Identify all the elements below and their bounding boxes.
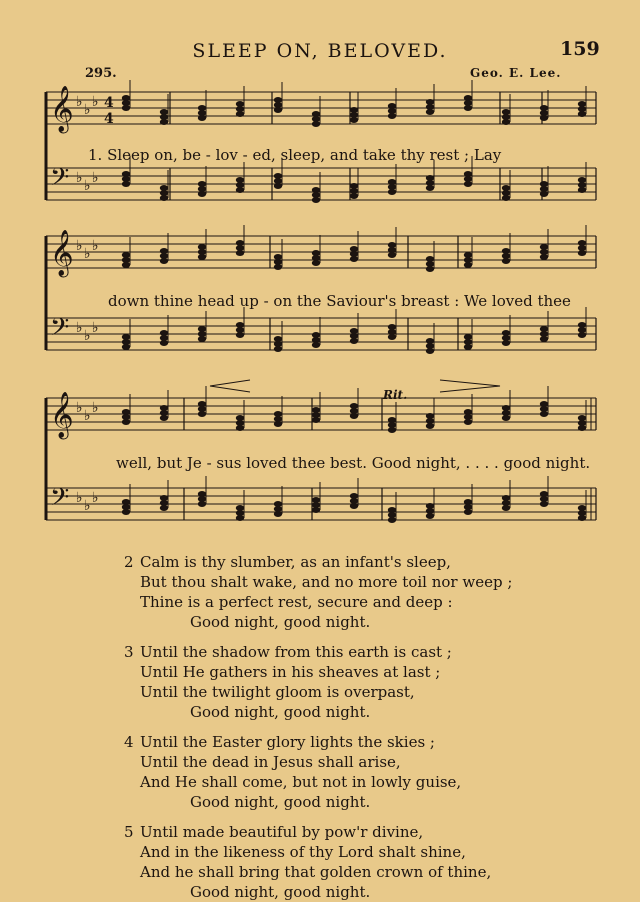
note-head xyxy=(464,181,472,187)
note-head xyxy=(388,189,396,195)
note-head xyxy=(274,107,282,113)
note-head xyxy=(312,342,320,348)
note-head xyxy=(350,413,358,419)
note-head xyxy=(350,503,358,509)
note-head xyxy=(236,332,244,338)
rit-marking: Rit. xyxy=(383,388,408,402)
note-head xyxy=(274,421,282,427)
note-head xyxy=(540,501,548,507)
note-head xyxy=(122,105,130,111)
flat-icon: ♭ xyxy=(84,246,91,262)
flat-icon: ♭ xyxy=(76,238,83,254)
note-head xyxy=(540,254,548,260)
note-head xyxy=(426,348,434,354)
verse-line: Until the Easter glory lights the skies ; xyxy=(140,733,435,751)
note-head xyxy=(198,336,206,342)
note-head xyxy=(198,191,206,197)
note-head xyxy=(464,509,472,515)
flat-icon: ♭ xyxy=(92,170,99,186)
note-head xyxy=(198,115,206,121)
note-head xyxy=(122,262,130,268)
verse-line: Until made beautiful by pow'r divine, xyxy=(140,823,424,841)
note-head xyxy=(502,195,510,201)
note-head xyxy=(464,419,472,425)
decrescendo-hairpin xyxy=(440,380,500,392)
note-head xyxy=(388,252,396,258)
note-head xyxy=(502,505,510,511)
note-head xyxy=(502,119,510,125)
treble-clef-icon: 𝄞 xyxy=(50,230,74,276)
note-head xyxy=(426,423,434,429)
note-head xyxy=(502,415,510,421)
time-signature-top: 4 xyxy=(104,95,114,111)
note-head xyxy=(312,417,320,423)
flat-icon: ♭ xyxy=(76,170,83,186)
flat-icon: ♭ xyxy=(92,400,99,416)
time-signature-bottom: 4 xyxy=(104,111,114,127)
note-head xyxy=(198,254,206,260)
flat-icon: ♭ xyxy=(92,490,99,506)
note-head xyxy=(160,415,168,421)
note-head xyxy=(236,515,244,521)
verse-number: 3 xyxy=(124,643,134,661)
note-head xyxy=(350,193,358,199)
note-head xyxy=(274,264,282,270)
verse-line: Good night, good night. xyxy=(190,883,371,901)
crescendo-hairpin xyxy=(210,380,250,392)
note-head xyxy=(578,515,586,521)
flat-icon: ♭ xyxy=(76,490,83,506)
flat-icon: ♭ xyxy=(84,328,91,344)
verse-5 xyxy=(124,822,512,902)
note-head xyxy=(388,517,396,523)
verse-line: Until He gathers in his sheaves at last ; xyxy=(140,663,441,681)
verse-line: Until the dead in Jesus shall arise, xyxy=(140,753,401,771)
treble-clef-icon: 𝄞 xyxy=(50,86,74,132)
lyric-line-3: well, but Je - sus loved thee best. Good night, . . . . good night. xyxy=(116,454,591,472)
verse-line: And He shall come, but not in lowly guise, xyxy=(140,773,462,791)
verse-line: Thine is a perfect rest, secure and deep : xyxy=(140,593,453,611)
verse-line: Calm is thy slumber, as an infant's sleep, xyxy=(140,553,451,571)
note-head xyxy=(274,346,282,352)
note-head xyxy=(122,509,130,515)
note-head xyxy=(160,258,168,264)
treble-clef-icon: 𝄞 xyxy=(50,392,74,438)
composer-credit: Geo. E. Lee. xyxy=(470,66,562,80)
note-head xyxy=(464,262,472,268)
note-head xyxy=(160,505,168,511)
note-head xyxy=(274,183,282,189)
note-head xyxy=(578,250,586,256)
note-head xyxy=(122,419,130,425)
note-head xyxy=(540,191,548,197)
lyric-line-1: 1. Sleep on, be - lov - ed, sleep, and take thy rest ; Lay xyxy=(88,146,502,164)
flat-icon: ♭ xyxy=(84,102,91,118)
lyric-line-2: down thine head up - on the Saviour's breast : We loved thee xyxy=(108,292,571,310)
flat-icon: ♭ xyxy=(92,320,99,336)
verse-line: Good night, good night. xyxy=(190,703,371,721)
note-head xyxy=(198,411,206,417)
note-head xyxy=(426,185,434,191)
page-number: 159 xyxy=(560,38,600,60)
note-head xyxy=(160,195,168,201)
note-head xyxy=(578,425,586,431)
note-head xyxy=(198,501,206,507)
note-head xyxy=(540,336,548,342)
note-head xyxy=(350,338,358,344)
flat-icon: ♭ xyxy=(92,94,99,110)
verse-line: Good night, good night. xyxy=(190,613,371,631)
verse-number: 5 xyxy=(124,823,134,841)
note-head xyxy=(236,250,244,256)
note-head xyxy=(540,411,548,417)
note-head xyxy=(578,111,586,117)
verse-number: 4 xyxy=(124,733,134,751)
note-head xyxy=(160,340,168,346)
verse-line: But thou shalt wake, and no more toil nor weep ; xyxy=(140,573,513,591)
note-head xyxy=(502,340,510,346)
flat-icon: ♭ xyxy=(76,94,83,110)
hymn-number: 295. xyxy=(85,66,117,81)
verse-3 xyxy=(124,642,512,722)
verse-line: And in the likeness of thy Lord shalt shine, xyxy=(140,843,466,861)
note-head xyxy=(312,197,320,203)
flat-icon: ♭ xyxy=(92,238,99,254)
note-head xyxy=(312,121,320,127)
flat-icon: ♭ xyxy=(76,320,83,336)
note-head xyxy=(312,507,320,513)
bass-clef-icon: 𝄢 xyxy=(50,483,70,518)
verse-line: And he shall bring that golden crown of thine, xyxy=(140,863,492,881)
verse-line: Good night, good night. xyxy=(190,793,371,811)
note-head xyxy=(578,332,586,338)
note-head xyxy=(350,256,358,262)
note-head xyxy=(236,425,244,431)
note-head xyxy=(502,258,510,264)
verse-line: Until the shadow from this earth is cast ; xyxy=(140,643,452,661)
note-head xyxy=(388,334,396,340)
flat-icon: ♭ xyxy=(76,400,83,416)
note-head xyxy=(578,187,586,193)
verse-4 xyxy=(124,732,512,812)
note-head xyxy=(274,511,282,517)
note-head xyxy=(426,513,434,519)
note-head xyxy=(388,113,396,119)
flat-icon: ♭ xyxy=(84,178,91,194)
note-head xyxy=(236,187,244,193)
verse-2 xyxy=(124,552,512,632)
verses xyxy=(124,552,512,902)
note-head xyxy=(388,427,396,433)
note-head xyxy=(426,266,434,272)
hymn-title: SLEEP ON, BELOVED. xyxy=(192,40,448,62)
note-head xyxy=(540,115,548,121)
note-head xyxy=(464,105,472,111)
note-head xyxy=(236,111,244,117)
verse-line: Until the twilight gloom is overpast, xyxy=(140,683,415,701)
note-head xyxy=(122,181,130,187)
note-head xyxy=(350,117,358,123)
note-head xyxy=(160,119,168,125)
flat-icon: ♭ xyxy=(84,498,91,514)
note-head xyxy=(312,260,320,266)
verse-number: 2 xyxy=(124,553,134,571)
note-head xyxy=(122,344,130,350)
note-head xyxy=(464,344,472,350)
bass-clef-icon: 𝄢 xyxy=(50,313,70,348)
flat-icon: ♭ xyxy=(84,408,91,424)
note-head xyxy=(426,109,434,115)
bass-clef-icon: 𝄢 xyxy=(50,163,70,198)
